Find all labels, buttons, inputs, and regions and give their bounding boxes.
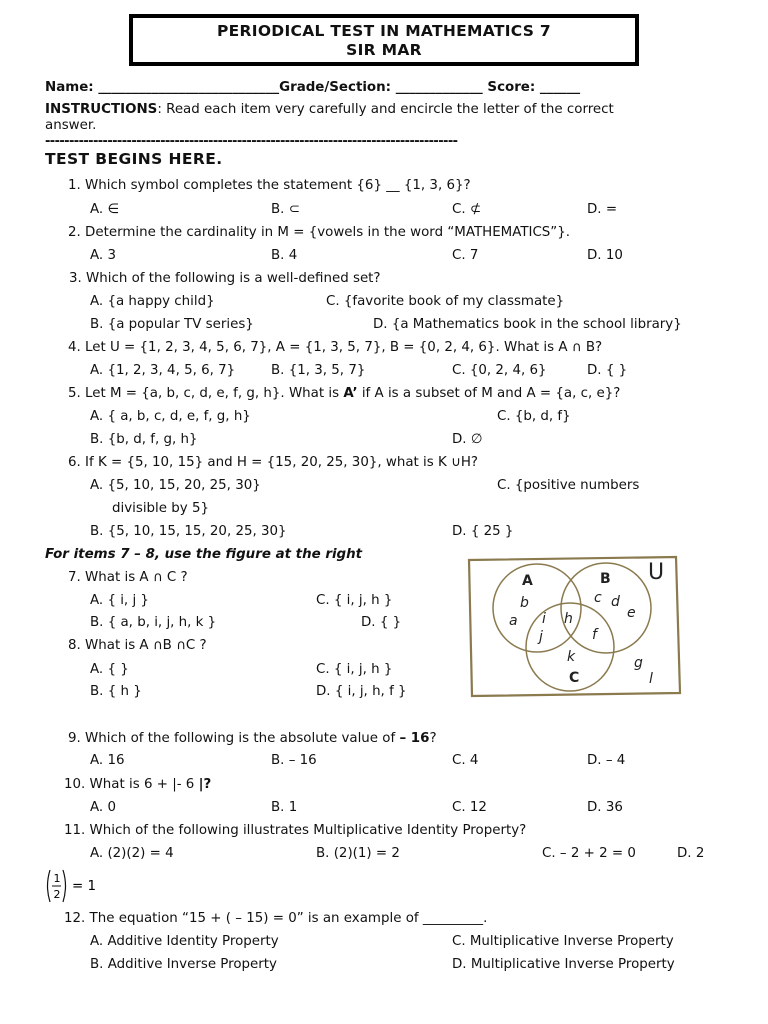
question-5 xyxy=(68,385,620,402)
q5-option-a[interactable]: A. { a, b, c, d, e, f, g, h} xyxy=(90,409,251,424)
name-blank[interactable]: ___________________________ xyxy=(98,80,280,95)
q7-option-a[interactable]: A. { i, j } xyxy=(90,593,149,608)
q8-option-b[interactable]: B. { h } xyxy=(90,684,142,699)
q6-option-c[interactable]: C. {positive numbers xyxy=(497,478,640,493)
q9-option-c[interactable]: C. 4 xyxy=(452,753,479,768)
q5-option-b[interactable]: B. {b, d, f, g, h} xyxy=(90,432,198,447)
q7-option-c[interactable]: C. { i, j, h } xyxy=(316,593,393,608)
q10-option-b[interactable]: B. 1 xyxy=(271,800,298,815)
score-blank[interactable]: ______ xyxy=(539,80,581,95)
q5-option-d[interactable]: D. ∅ xyxy=(452,432,483,447)
venn-element: b xyxy=(520,595,529,611)
question-3: 3. Which of the following is a well-defined set? xyxy=(69,271,381,286)
venn-element: a xyxy=(509,613,518,629)
q3-option-d[interactable]: D. {a Mathematics book in the school library} xyxy=(373,317,682,332)
q11-option-d[interactable]: D. 2 xyxy=(677,846,705,861)
name-label: Name: xyxy=(45,80,94,95)
q7-option-d[interactable]: D. { } xyxy=(361,615,402,630)
q11-option-d-fraction[interactable] xyxy=(44,867,104,905)
figure-note: For items 7 – 8, use the figure at the right xyxy=(45,547,363,562)
q12-option-a[interactable]: A. Additive Identity Property xyxy=(90,934,279,949)
q6-option-c-cont[interactable]: divisible by 5} xyxy=(112,501,209,516)
score-label: Score: xyxy=(487,80,536,95)
q4-option-d[interactable]: D. { } xyxy=(587,363,628,378)
q5-option-c[interactable]: C. {b, d, f} xyxy=(497,409,571,424)
q12-option-d[interactable]: D. Multiplicative Inverse Property xyxy=(452,957,675,972)
venn-element: c xyxy=(594,590,602,606)
venn-element: f xyxy=(592,627,597,643)
q1-option-c[interactable]: C. ⊄ xyxy=(452,202,482,217)
grade-blank[interactable]: _____________ xyxy=(395,80,483,95)
set-a-label: A xyxy=(522,573,533,589)
q5-stem-bold: A’ xyxy=(343,386,358,401)
venn-element: h xyxy=(564,611,573,627)
q8-option-d[interactable]: D. { i, j, h, f } xyxy=(316,684,407,699)
q2-option-d[interactable]: D. 10 xyxy=(587,248,623,263)
venn-element: i xyxy=(542,611,546,627)
q9-option-a[interactable]: A. 16 xyxy=(90,753,125,768)
q11-option-b[interactable]: B. (2)(1) = 2 xyxy=(316,846,400,861)
q11-option-a[interactable]: A. (2)(2) = 4 xyxy=(90,846,174,861)
q1-option-d[interactable]: D. = xyxy=(587,202,618,217)
venn-element: g xyxy=(634,655,643,671)
grade-label: Grade/Section: xyxy=(279,80,392,95)
q10-option-c[interactable]: C. 12 xyxy=(452,800,487,815)
q5-stem-post: if A is a subset of M and A = {a, c, e}? xyxy=(357,386,621,401)
q4-option-c[interactable]: C. {0, 2, 4, 6} xyxy=(452,363,547,378)
fraction-equals: = 1 xyxy=(72,879,96,894)
instructions-label: INSTRUCTIONS xyxy=(45,102,158,117)
right-paren xyxy=(63,870,66,902)
q9-stem-pre: 9. Which of the following is the absolute value of xyxy=(68,731,400,746)
q9-stem-post: ? xyxy=(429,731,437,746)
venn-element: e xyxy=(627,605,636,621)
q3-option-b[interactable]: B. {a popular TV series} xyxy=(90,317,254,332)
question-11: 11. Which of the following illustrates Multiplicative Identity Property? xyxy=(64,823,527,838)
question-4: 4. Let U = {1, 2, 3, 4, 5, 6, 7}, A = {1, 3, 5, 7}, B = {0, 2, 4, 6}. What is A ∩ B? xyxy=(68,340,603,355)
left-paren xyxy=(48,870,51,902)
q10-stem-pre: 10. What is 6 + |- 6 xyxy=(64,777,199,792)
question-8: 8. What is A ∩B ∩C ? xyxy=(68,638,207,653)
question-12: 12. The equation “15 + ( – 15) = 0” is an example of _________. xyxy=(64,911,488,926)
venn-element: l xyxy=(649,671,653,687)
test-title: PERIODICAL TEST IN MATHEMATICS 7 xyxy=(216,22,552,40)
q8-option-c[interactable]: C. { i, j, h } xyxy=(316,662,393,677)
q10-option-a[interactable]: A. 0 xyxy=(90,800,116,815)
venn-element: j xyxy=(539,629,543,645)
q3-option-a[interactable]: A. {a happy child} xyxy=(90,294,215,309)
venn-element: k xyxy=(567,649,576,665)
set-c-label: C xyxy=(569,670,580,686)
q12-option-c[interactable]: C. Multiplicative Inverse Property xyxy=(452,934,674,949)
divider: -------------------------------------------------------------------------------------- xyxy=(45,134,458,149)
q6-option-a[interactable]: A. {5, 10, 15, 20, 25, 30} xyxy=(90,478,261,493)
q4-option-b[interactable]: B. {1, 3, 5, 7} xyxy=(271,363,366,378)
q7-option-b[interactable]: B. { a, b, i, j, h, k } xyxy=(90,615,217,630)
q2-option-c[interactable]: C. 7 xyxy=(452,248,479,263)
question-7: 7. What is A ∩ C ? xyxy=(68,570,188,585)
instructions xyxy=(45,101,614,118)
q10-stem-bold: |? xyxy=(198,777,212,792)
q3-option-c[interactable]: C. {favorite book of my classmate} xyxy=(326,294,565,309)
q2-option-b[interactable]: B. 4 xyxy=(271,248,298,263)
q10-option-d[interactable]: D. 36 xyxy=(587,800,623,815)
question-1: 1. Which symbol completes the statement {6} __ {1, 3, 6}? xyxy=(68,178,471,193)
venn-diagram xyxy=(466,555,684,700)
q1-option-a[interactable]: A. ∈ xyxy=(90,202,120,217)
question-9 xyxy=(68,730,437,747)
venn-element: d xyxy=(611,594,620,610)
q9-option-d[interactable]: D. – 4 xyxy=(587,753,626,768)
q6-option-d[interactable]: D. { 25 } xyxy=(452,524,514,539)
section-heading: TEST BEGINS HERE. xyxy=(45,150,223,168)
set-b-label: B xyxy=(600,571,611,587)
q12-option-b[interactable]: B. Additive Inverse Property xyxy=(90,957,277,972)
q8-option-a[interactable]: A. { } xyxy=(90,662,129,677)
q11-option-c[interactable]: C. – 2 + 2 = 0 xyxy=(542,846,636,861)
fraction-numerator: 1 xyxy=(53,872,61,885)
q5-stem-pre: 5. Let M = {a, b, c, d, e, f, g, h}. What is xyxy=(68,386,344,401)
question-10 xyxy=(64,776,211,793)
question-2: 2. Determine the cardinality in M = {vowels in the word “MATHEMATICS”}. xyxy=(68,225,571,240)
fraction-denominator: 2 xyxy=(53,888,61,901)
instructions-text: : Read each item very carefully and encircle the letter of the correct xyxy=(157,102,614,117)
q9-option-b[interactable]: B. – 16 xyxy=(271,753,317,768)
q2-option-a[interactable]: A. 3 xyxy=(90,248,116,263)
instructions-text-cont: answer. xyxy=(45,118,97,133)
q1-option-b[interactable]: B. ⊂ xyxy=(271,202,300,217)
question-6: 6. If K = {5, 10, 15} and H = {15, 20, 25, 30}, what is K ∪H? xyxy=(68,455,479,470)
circle-a xyxy=(493,564,581,652)
universe-label: U xyxy=(648,560,665,585)
teacher-name: SIR MAR xyxy=(346,41,422,59)
title-box xyxy=(129,14,639,66)
q6-option-b[interactable]: B. {5, 10, 15, 15, 20, 25, 30} xyxy=(90,524,287,539)
student-info-line xyxy=(45,79,580,96)
q9-stem-bold: – 16 xyxy=(399,731,430,746)
q4-option-a[interactable]: A. {1, 2, 3, 4, 5, 6, 7} xyxy=(90,363,236,378)
